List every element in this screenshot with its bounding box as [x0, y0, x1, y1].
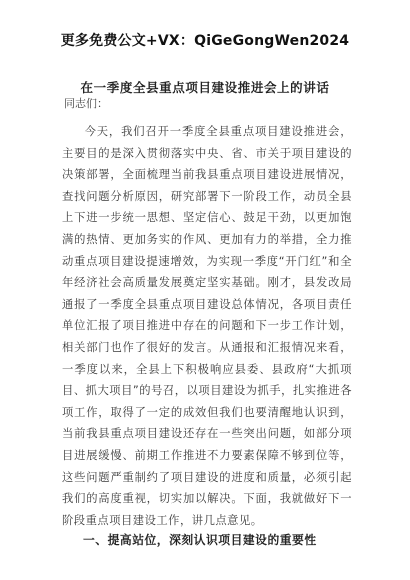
body-paragraph: 今天，我们召开一季度全县重点项目建设推进会，主要目的是深入贯彻落实中央、省、市关于项目建设的决策部署，全面梳理当前我县重点项目建设进展情况，查找问题分析原因，研究部署下一阶段工作，动员全县上下进一步统一思想、坚定信心、鼓足干劲，以更加饱满的热情、更加务实的作风、更加有力的举措，全力推动重点项目建设提速增效，为实现一季度“开门红”和全年经济社会高质量发展奠定坚实基础。刚才，县发改局通报了一季度全县重点项目建设总体情况，各项目责任单位汇报了项目推进中存在的问题和下一步工作计划，相关部门也作了很好的发言。从通报和汇报情况来看，一季度以来，全县上下积极响应县委、县政府“大抓项目、抓大项目”的号召，以项目建设为抓手，扎实推进各项工作，取得了一定的成效但我们也要清醒地认识到，当前我县重点项目建设还存在一些突出问题，如部分项目进展缓慢、前期工作推进不力要素保障不够到位等，这些问题严重制约了项目建设的进度和质量，必须引起我们的高度重视，切实加以解决。下面，我就做好下一阶段重点项目建设工作，讲几点意见。: [62, 125, 352, 527]
section-heading: 一、提高站位，深刻认识项目建设的重要性: [83, 533, 317, 547]
salutation: 同志们：: [64, 97, 108, 110]
promo-header: 更多免费公文+VX：QiGeGongWen2024: [60, 33, 350, 49]
speech-title: 在一季度全县重点项目建设推进会上的讲话: [80, 80, 330, 95]
